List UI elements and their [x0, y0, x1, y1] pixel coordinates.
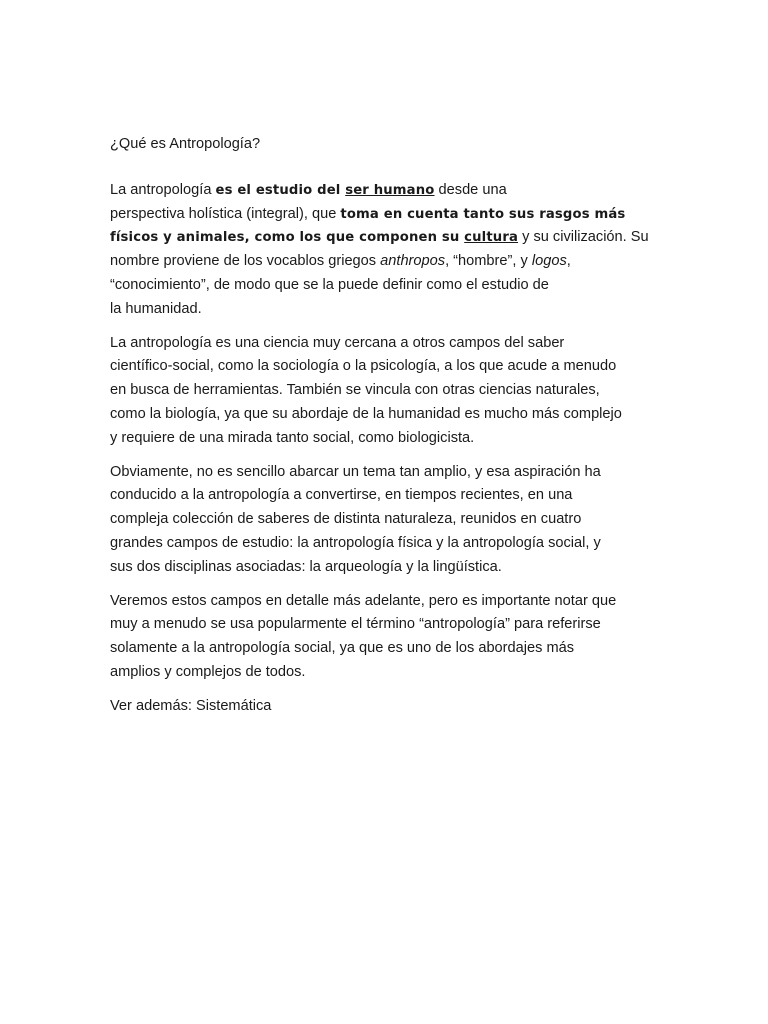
paragraph-line: sus dos disciplinas asociadas: la arqueología y la lingüística. [110, 558, 502, 575]
paragraph-line: Veremos estos campos en detalle más adelante, pero es importante notar que [110, 592, 617, 609]
text-run: y su civilización. Su [518, 229, 649, 246]
paragraph-line [110, 179, 670, 203]
see-also-link[interactable]: Ver además: Sistemática [110, 697, 272, 714]
paragraph-line: la humanidad. [110, 300, 202, 317]
paragraph-line: solamente a la antropología social, ya que es uno de los abordajes más [110, 640, 575, 657]
paragraph-fields-of-study [110, 461, 670, 580]
paragraph-social-anthropology [110, 590, 670, 685]
text-run: nombre proviene de los vocablos griegos [110, 253, 381, 270]
bold-text: toma en cuenta tanto sus rasgos más [340, 206, 626, 222]
text-run: perspectiva holística (integral), que [110, 205, 341, 222]
text-run: , [566, 253, 571, 270]
paragraph-related-fields [110, 332, 670, 451]
paragraph-definition [110, 179, 670, 322]
text-run: desde una [434, 181, 507, 198]
ser-humano-link[interactable]: ser humano [345, 182, 435, 198]
paragraph-line: Obviamente, no es sencillo abarcar un tema tan amplio, y esa aspiración ha [110, 463, 601, 480]
paragraph-line [110, 250, 670, 274]
text-run: La antropología [110, 181, 216, 198]
cultura-link[interactable]: cultura [464, 230, 519, 246]
paragraph-line: y requiere de una mirada tanto social, como biologicista. [110, 429, 475, 446]
paragraph-line: científico-social, como la sociología o la psicología, a los que acude a menudo [110, 358, 617, 375]
paragraph-line: compleja colección de saberes de distinta naturaleza, reunidos en cuatro [110, 511, 582, 528]
paragraph-line: “conocimiento”, de modo que se la puede definir como el estudio de [110, 276, 549, 293]
italic-term: anthropos [380, 253, 446, 270]
paragraph-line: amplios y complejos de todos. [110, 663, 306, 680]
italic-term: logos [531, 253, 567, 270]
paragraph-line: en busca de herramientas. También se vincula con otras ciencias naturales, [110, 382, 600, 399]
paragraph-line: La antropología es una ciencia muy cercana a otros campos del saber [110, 334, 565, 351]
bold-text: físicos y animales, como los que componen su [110, 230, 465, 246]
text-run: , “hombre”, y [445, 253, 532, 270]
paragraph-line: conducido a la antropología a convertirse, en tiempos recientes, en una [110, 487, 573, 504]
document-title: ¿Qué es Antropología? [110, 136, 261, 152]
paragraph-line: muy a menudo se usa popularmente el término “antropología” para referirse [110, 616, 601, 633]
paragraph-line [110, 226, 670, 250]
paragraph-line [110, 203, 670, 227]
document-page [110, 133, 670, 729]
paragraph-line: grandes campos de estudio: la antropología física y la antropología social, y [110, 534, 601, 551]
bold-text: es el estudio del [215, 182, 346, 198]
paragraph-line: como la biología, ya que su abordaje de la humanidad es mucho más complejo [110, 405, 622, 422]
